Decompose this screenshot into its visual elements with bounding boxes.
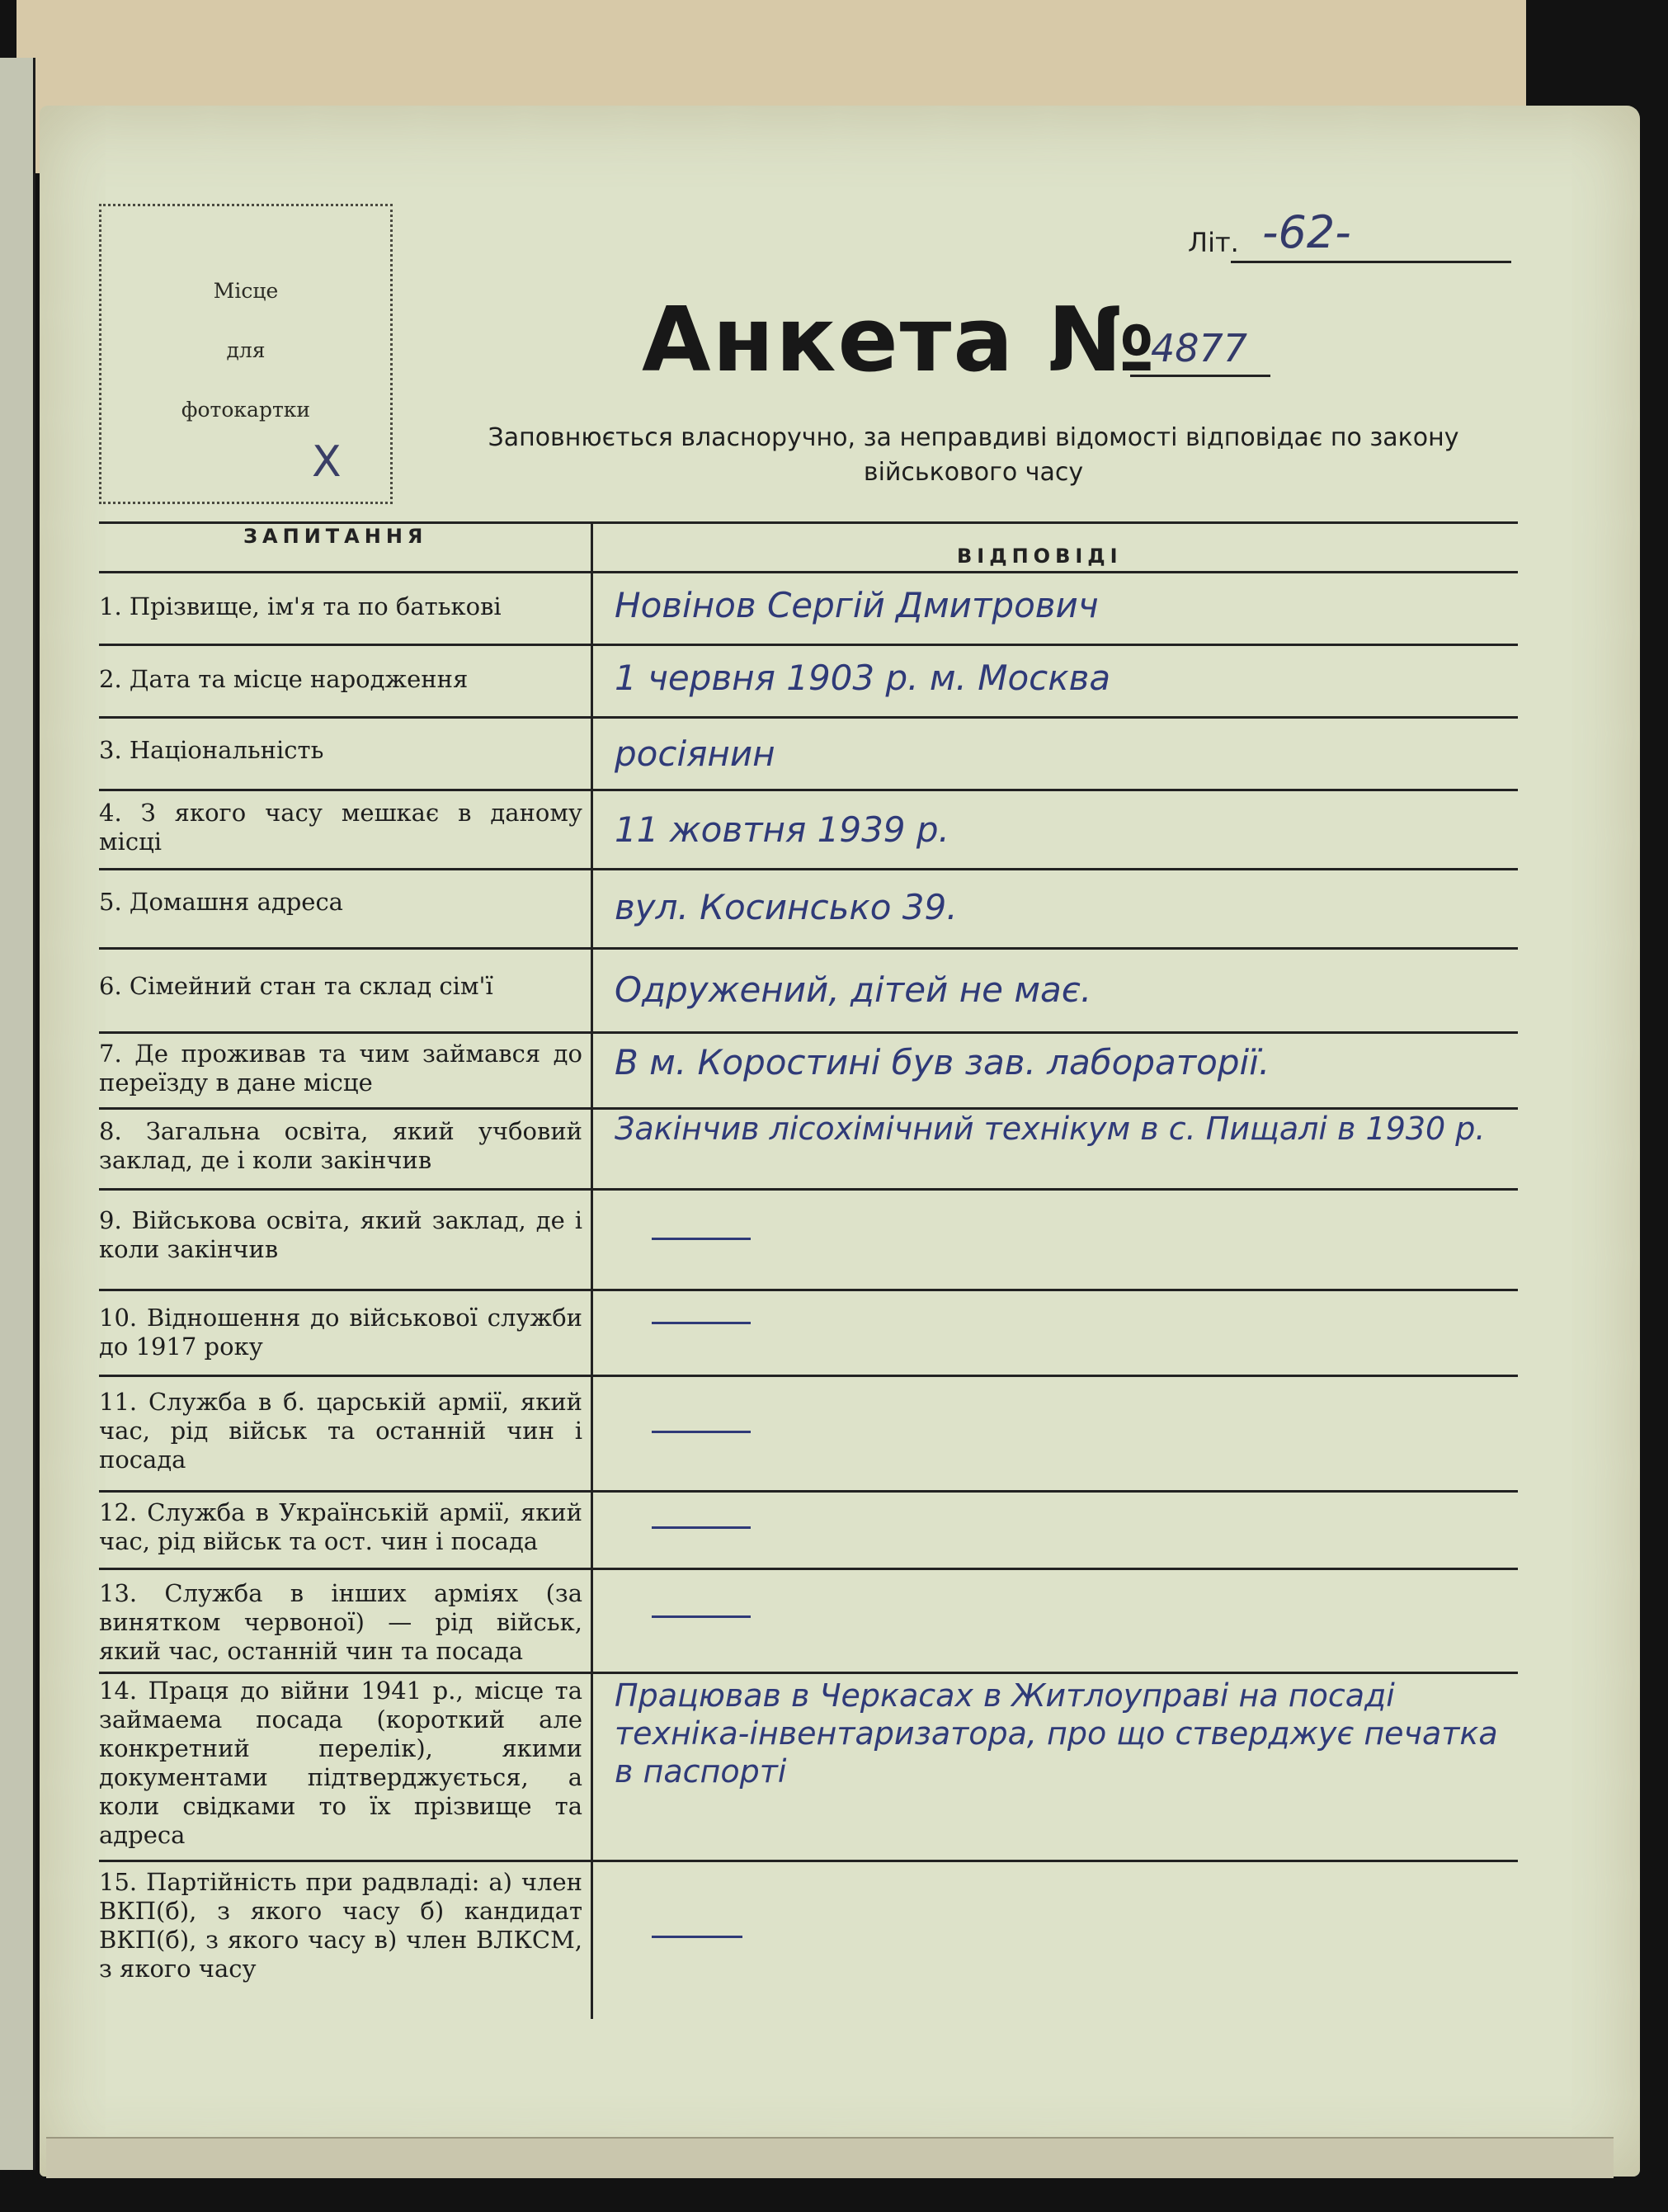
answer-9-dash bbox=[652, 1238, 751, 1240]
question-6: 6. Сімейний стан та склад сім'ї bbox=[99, 972, 493, 1000]
question-3: 3. Національність bbox=[99, 736, 324, 764]
answer-2: 1 червня 1903 р. м. Москва bbox=[615, 658, 1111, 698]
table-row bbox=[99, 789, 1518, 868]
photo-box-line-1: Місце bbox=[213, 279, 279, 303]
answer-12-dash bbox=[652, 1526, 751, 1529]
header-questions: ЗАПИТАННЯ bbox=[243, 525, 428, 548]
answer-11-dash bbox=[652, 1431, 751, 1433]
table-row bbox=[99, 1107, 1518, 1188]
answer-8: Закінчив лісохімічний технікум в с. Пищалі в 1930 р. bbox=[615, 1111, 1486, 1147]
table-row bbox=[99, 1568, 1518, 1672]
table-rule bbox=[99, 521, 1518, 524]
question-5: 5. Домашня адреса bbox=[99, 888, 343, 916]
answer-10-dash bbox=[652, 1322, 751, 1324]
answer-7: В м. Коростині був зав. лабораторії. bbox=[615, 1042, 1270, 1082]
header-answers: ВІДПОВІДІ bbox=[957, 545, 1123, 568]
question-14: 14. Праця до війни 1941 р., місце та займаема посада (короткий але конкретний перелік), якими документами підтверджується, а коли свідками то їх прізвище та адреса bbox=[99, 1677, 582, 1849]
photo-placeholder-box bbox=[99, 204, 393, 504]
question-2: 2. Дата та місце народження bbox=[99, 665, 469, 693]
form-number-underline bbox=[1130, 375, 1270, 377]
table-row bbox=[99, 716, 1518, 789]
question-12: 12. Служба в Українській армії, який час, рід військ та ост. чин і посада bbox=[99, 1498, 582, 1555]
answer-13-dash bbox=[652, 1615, 751, 1618]
table-row bbox=[99, 868, 1518, 947]
answer-1: Новінов Сергій Дмитрович bbox=[615, 585, 1099, 625]
question-4: 4. З якого часу мешкає в даному місці bbox=[99, 799, 582, 856]
answer-5: вул. Косинсько 39. bbox=[615, 887, 958, 927]
table-row bbox=[99, 1490, 1518, 1568]
form-number: 4877 bbox=[1151, 326, 1248, 370]
photo-box-line-2: для bbox=[226, 338, 266, 362]
table-row bbox=[99, 644, 1518, 716]
table-row bbox=[99, 1860, 1518, 2019]
previous-page-edge bbox=[0, 58, 35, 2170]
page-stack-edge bbox=[46, 2137, 1614, 2178]
table-row bbox=[99, 1289, 1518, 1375]
question-9: 9. Військова освіта, який заклад, де і коли закінчив bbox=[99, 1206, 582, 1263]
page-title: Анкета № bbox=[642, 289, 1157, 392]
question-10: 10. Відношення до військової служби до 1917 року bbox=[99, 1304, 582, 1361]
question-8: 8. Загальна освіта, який учбовий заклад, де і коли закінчив bbox=[99, 1117, 582, 1174]
photo-x-mark: X bbox=[312, 437, 342, 487]
question-13: 13. Служба в інших арміях (за винятком червоної) — рід військ, який час, останній чин та посада bbox=[99, 1579, 582, 1665]
lit-underline bbox=[1231, 261, 1511, 263]
photo-box-line-3: фотокартки bbox=[181, 398, 311, 422]
answer-15-dash bbox=[652, 1936, 742, 1938]
table-row bbox=[99, 571, 1518, 644]
question-15: 15. Партійність при радвладі: а) член ВКП(б), з якого часу б) кандидат ВКП(б), з якого часу в) член ВЛКСМ, з якого часу bbox=[99, 1868, 582, 1983]
question-7: 7. Де проживав та чим займався до переїзду в дане місце bbox=[99, 1040, 582, 1097]
table-row bbox=[99, 1672, 1518, 1860]
question-11: 11. Служба в б. царській армії, який час, рід військ та останній чин і посада bbox=[99, 1388, 582, 1474]
lit-value: -62- bbox=[1262, 206, 1351, 258]
question-1: 1. Прізвище, ім'я та по батькові bbox=[99, 592, 502, 620]
answer-14: Працював в Черкасах в Житлоуправі на посаді техніка-інвентаризатора, про що стверджує печатка в паспорті bbox=[615, 1677, 1498, 1790]
page-subtitle: Заповнюється власноручно, за неправдиві відомості відповідає по закону військового часу bbox=[488, 423, 1459, 487]
answer-4: 11 жовтня 1939 р. bbox=[615, 809, 949, 850]
table-row bbox=[99, 947, 1518, 1031]
answer-6: Одружений, дітей не має. bbox=[615, 969, 1092, 1010]
answer-3: росіянин bbox=[615, 733, 775, 774]
questionnaire-table bbox=[99, 521, 1518, 2019]
table-row bbox=[99, 1031, 1518, 1107]
lit-label: Літ. bbox=[1188, 227, 1239, 258]
table-row bbox=[99, 1188, 1518, 1289]
table-row bbox=[99, 1375, 1518, 1490]
